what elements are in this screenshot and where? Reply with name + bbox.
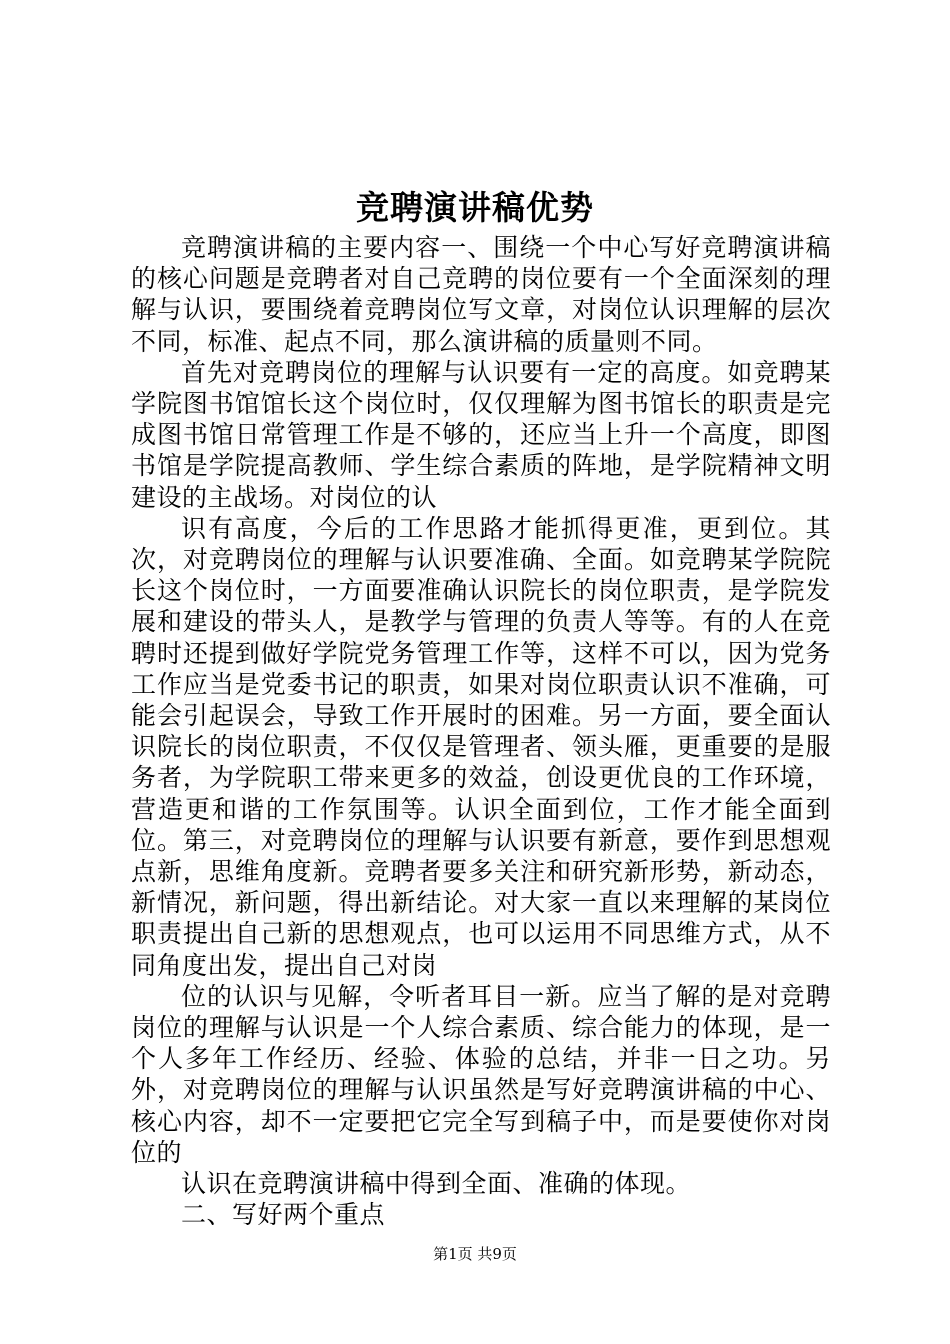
paragraph: 认识在竞聘演讲稿中得到全面、准确的体现。 <box>181 1169 692 1199</box>
paragraph: 识有高度，今后的工作思路才能抓得更准，更到位。其次，对竞聘岗位的理解与认识要准确、全面。如竞聘某学院院长这个岗位时，一方面要准确认识院长的岗位职责，是学院发展和建设的带头人，是教学与管理的负责人等等。有的人在竞聘时还提到做好学院党务管理工作等，这样不可以，因为党务工作应当是党委书记的职责，如果对岗位职责认识不准确，可能会引起误会，导致工作开展时的困难。另一方面，要全面认识院长的岗位职责，不仅仅是管理者、领头雁，更重要的是服务者，为学院职工带来更多的效益，创设更优良的工作环境，营造更和谐的工作氛围等。认识全面到位，工作才能全面到位。第三，对竞聘岗位的理解与认识要有新意，要作到思想观点新，思维角度新。竞聘者要多关注和研究新形势，新动态，新情况，新问题，得出新结论。对大家一直以来理解的某岗位职责提出自己新的思想观点，也可以运用不同思维方式，从不同角度出发，提出自己对岗 <box>131 513 831 980</box>
paragraph: 竞聘演讲稿的主要内容一、围绕一个中心写好竞聘演讲稿的核心问题是竞聘者对自己竞聘的岗位要有一个全面深刻的理解与认识，要围绕着竞聘岗位写文章，对岗位认识理解的层次不同，标准、起点不同，那么演讲稿的质量则不同。 <box>131 233 831 356</box>
page-footer: 第1页 共9页 <box>433 1245 517 1263</box>
paragraph: 首先对竞聘岗位的理解与认识要有一定的高度。如竞聘某学院图书馆馆长这个岗位时，仅仅理解为图书馆长的职责是完成图书馆日常管理工作是不够的，还应当上升一个高度，即图书馆是学院提高教师、学生综合素质的阵地，是学院精神文明建设的主战场。对岗位的认 <box>131 357 831 512</box>
document-body <box>131 232 831 1231</box>
document-title: 竞聘演讲稿优势 <box>356 188 594 227</box>
section-heading: 二、写好两个重点 <box>181 1200 386 1230</box>
paragraph: 位的认识与见解，令听者耳目一新。应当了解的是对竞聘岗位的理解与认识是一个人综合素质、综合能力的体现，是一个人多年工作经历、经验、体验的总结，并非一日之功。另外，对竞聘岗位的理解与认识虽然是写好竞聘演讲稿的中心、核心内容，却不一定要把它完全写到稿子中，而是要使你对岗位的 <box>131 981 831 1167</box>
